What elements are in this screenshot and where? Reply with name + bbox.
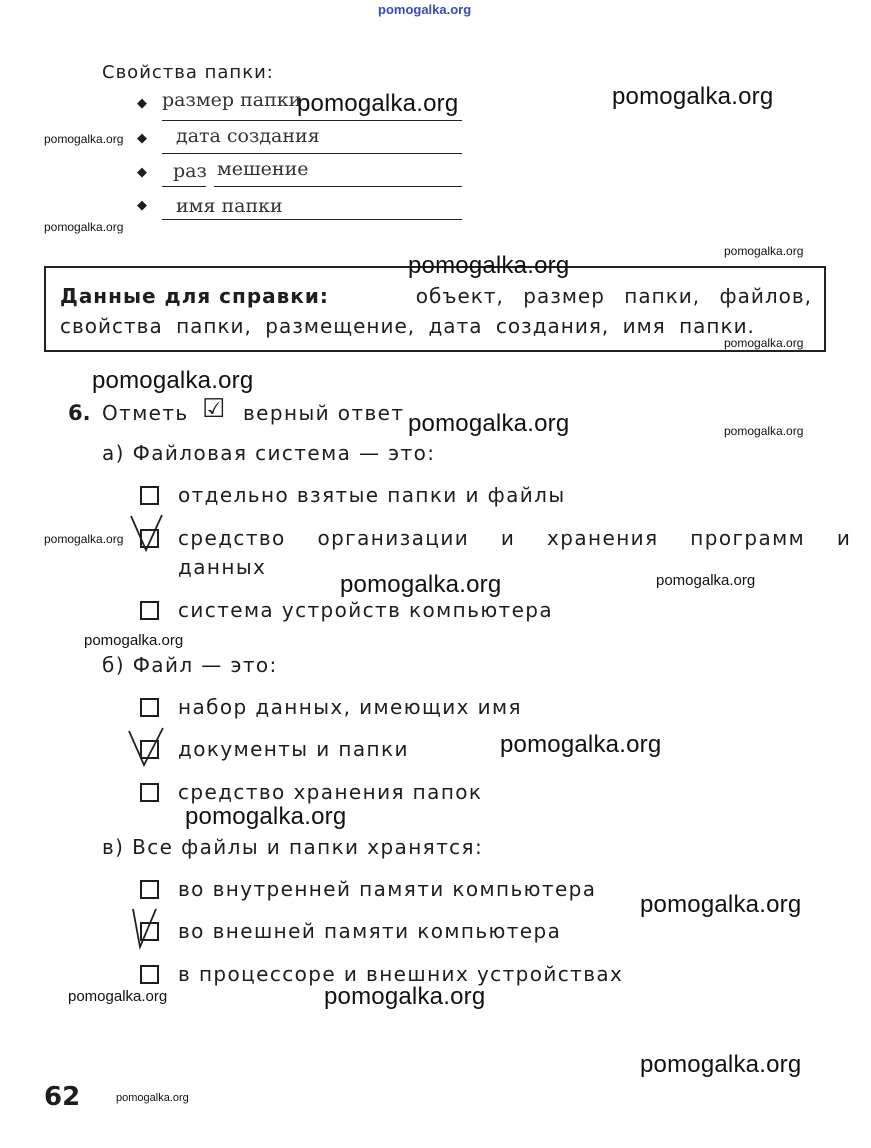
watermark-medium: pomogalka.org xyxy=(84,632,184,649)
watermark: pomogalka.org xyxy=(640,891,802,918)
diamond-bullet-icon: ◆ xyxy=(137,96,147,111)
checkbox-a3[interactable] xyxy=(140,601,159,620)
option-b1: набор данных, имеющих имя xyxy=(178,695,522,719)
task-prompt-b: верный ответ xyxy=(243,401,405,425)
checkbox-a1[interactable] xyxy=(140,486,159,505)
page-number: 62 xyxy=(44,1082,81,1112)
option-a2 xyxy=(178,526,852,550)
watermark: pomogalka.org xyxy=(612,83,774,110)
answer-line-short xyxy=(162,186,206,187)
watermark: pomogalka.org xyxy=(297,90,459,117)
reference-line-1 xyxy=(60,284,812,308)
answer-line xyxy=(162,219,462,220)
option-a1: отдельно взятые папки и файлы xyxy=(178,483,566,507)
checkbox-c3[interactable] xyxy=(140,965,159,984)
reference-label: Данные для справки: xyxy=(60,284,329,308)
reference-terms-1: объект, размер папки, файлов, xyxy=(415,284,812,308)
checked-box-icon: ☑ xyxy=(202,394,226,424)
reference-line-2: свойства папки, размещение, дата создания, имя папки. xyxy=(60,314,755,338)
watermark-medium: pomogalka.org xyxy=(656,572,756,589)
watermark-small: pomogalka.org xyxy=(724,424,804,438)
watermark-small: pomogalka.org xyxy=(44,220,124,234)
checkbox-c1[interactable] xyxy=(140,880,159,899)
question-b-label: б) Файл — это: xyxy=(102,653,278,677)
handwritten-tick-icon xyxy=(126,725,168,769)
option-b3: средство хранения папок xyxy=(178,780,483,804)
watermark: pomogalka.org xyxy=(92,367,254,394)
property-size: размер папки xyxy=(162,89,302,111)
option-c2: во внешней памяти компьютера xyxy=(178,919,562,943)
handwritten-tick-icon xyxy=(128,512,168,556)
task-number: 6. xyxy=(68,401,91,425)
watermark: pomogalka.org xyxy=(408,252,570,279)
property-date: дата создания xyxy=(176,125,320,147)
diamond-bullet-icon: ◆ xyxy=(137,198,147,213)
option-b2: документы и папки xyxy=(178,737,409,761)
watermark-medium: pomogalka.org xyxy=(68,988,168,1005)
folder-properties-title: Свойства папки: xyxy=(102,62,274,83)
answer-line xyxy=(162,120,462,121)
watermark: pomogalka.org xyxy=(324,983,486,1010)
property-name: имя папки xyxy=(176,195,283,217)
watermark: pomogalka.org xyxy=(408,410,570,437)
diamond-bullet-icon: ◆ xyxy=(137,131,147,146)
option-a2-text: средство организации и хранения программ и xyxy=(178,526,852,550)
watermark-top: pomogalka.org xyxy=(378,2,472,17)
watermark: pomogalka.org xyxy=(500,731,662,758)
property-location-part1: раз xyxy=(173,160,207,182)
answer-line xyxy=(214,186,462,187)
watermark-small: pomogalka.org xyxy=(724,336,804,350)
checkbox-b1[interactable] xyxy=(140,698,159,717)
watermark: pomogalka.org xyxy=(340,571,502,598)
option-c1: во внутренней памяти компьютера xyxy=(178,877,597,901)
watermark: pomogalka.org xyxy=(185,803,347,830)
task-prompt-a: Отметь xyxy=(102,401,189,425)
watermark: pomogalka.org xyxy=(640,1051,802,1078)
answer-line xyxy=(162,153,462,154)
option-a3: система устройств компьютера xyxy=(178,598,554,622)
diamond-bullet-icon: ◆ xyxy=(137,165,147,180)
option-c3: в процессоре и внешних устройствах xyxy=(178,962,624,986)
option-a2-continued: данных xyxy=(178,555,267,579)
question-a-label: а) Файловая система — это: xyxy=(102,441,436,465)
watermark-small: pomogalka.org xyxy=(116,1092,189,1104)
watermark-small: pomogalka.org xyxy=(44,132,124,146)
question-c-label: в) Все файлы и папки хранятся: xyxy=(102,835,484,859)
checkbox-b3[interactable] xyxy=(140,783,159,802)
property-location-part2: мешение xyxy=(217,158,309,180)
watermark-small: pomogalka.org xyxy=(44,532,124,546)
handwritten-tick-icon xyxy=(130,905,164,951)
watermark-small: pomogalka.org xyxy=(724,244,804,258)
